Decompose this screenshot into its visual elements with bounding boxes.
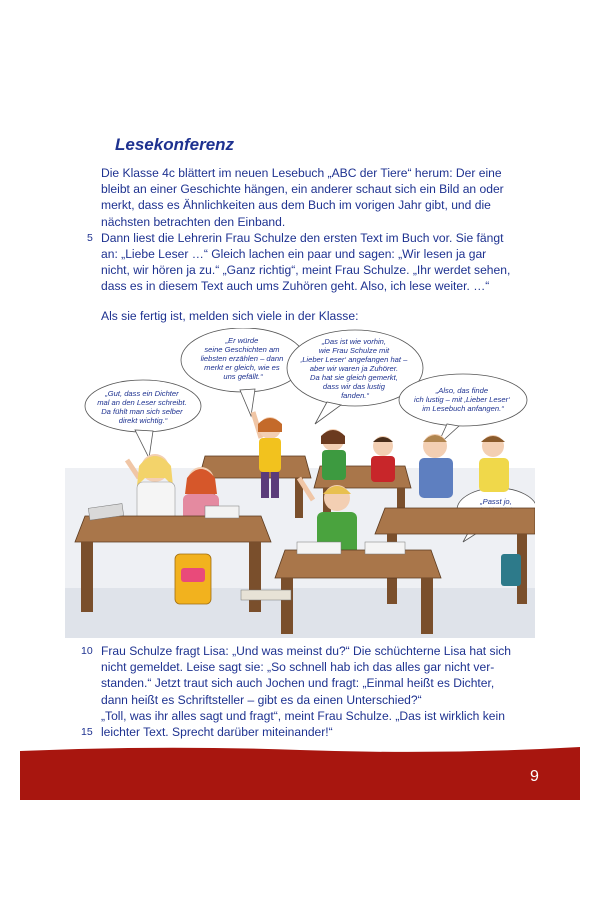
floor-shadow [65, 588, 535, 638]
text-line: Als sie fertig ist, melden sich viele in der Klasse: [101, 309, 359, 323]
line-number: 15 [81, 726, 93, 739]
svg-text:„Gut, dass ein Dichter m: „Gut, dass ein Dichter mal an den Leser schreibt. Da fühlt man sich selber direkt wichtig.“ [97, 389, 187, 425]
text-line: bleibt an einer Geschichte hängen, ein anderer schaut sich ein Bild an oder [101, 182, 504, 197]
svg-text:„Das ist wie vorhin, wie: „Das ist wie vorhin, wie Frau Schulze mit ‚Lieber Leser‘ angefangen hat – aber wir waren ja Zuhörer. Da hat sie gleich gemerkt, dass wir das lustig fanden.“ [300, 337, 408, 400]
svg-text:„Also, das finde ich lus: „Also, das finde ich lustig – mit ‚Lieber Leser‘ im Lesebuch anfangen.“ [414, 386, 510, 413]
child-yellow-shirt [479, 435, 509, 492]
text-line: „Toll, was ihr alles sagt und fragt“, meint Frau Schulze. „Das ist wirklich kein [101, 708, 505, 723]
svg-text:„Passt jo, sind ja viele: „Passt jo, [480, 497, 512, 506]
speech-bubble-1 [85, 380, 201, 458]
text-line: nicht gemeldet. Leise sagt sie: „So schnell hab ich das alles gar nicht ver- [101, 660, 495, 675]
text-line: nächsten betrachten den Einband. [101, 214, 286, 229]
school-bag [175, 554, 211, 604]
line-number: 5 [87, 231, 93, 244]
text-line: standen.“ Jetzt traut sich auch Jochen und fragt: „Einmal heißt es Dichter, [101, 676, 495, 691]
text-line: merkt, dass es Ähnlichkeiten aus dem Buch im vorigen Jahr gibt, und die [101, 198, 491, 213]
line-number: 10 [81, 645, 93, 657]
text-line: 10 Frau Schulze fragt Lisa: „Und was meinst du?“ Die schüchterne Lisa hat sich [81, 644, 512, 658]
page-number: 9 [530, 768, 539, 785]
intro-paragraph [87, 165, 511, 295]
classroom-illustration [65, 328, 535, 638]
speech-bubble-3 [287, 330, 423, 424]
page-title: Lesekonferenz [115, 135, 235, 154]
child-red-shirt [371, 436, 395, 482]
text-line: nicht, wir hören ja zu.“ „Ganz richtig“, meint Frau Schulze. „Ihr werdet sehen, [101, 263, 511, 278]
svg-text:„Er würde seine Geschich: „Er würde seine Geschichten am liebsten erzählen – dann merkt er gleich, wie es uns gefällt.“ [200, 336, 284, 381]
child-blue-jacket [419, 434, 453, 498]
text-line: Die Klasse 4c blättert im neuen Lesebuch „ABC der Tiere“ herum: Der eine [101, 166, 502, 180]
text-line: 15 leichter Text. Sprecht darüber miteinander!“ [81, 725, 333, 740]
text-line: an: „Liebe Leser …“ Gleich lachen ein paar und sagen: „Wir lesen ja gar [101, 247, 487, 262]
speech-bubble-4 [399, 374, 527, 446]
closing-paragraph [81, 643, 512, 740]
text-line: dass es in diesem Text auch ums Zuhören geht. Also, ich lese weiter. …“ [101, 279, 490, 294]
second-paragraph [101, 308, 511, 324]
text-line: dann heißt es Schriftsteller – gibt es da einen Unterschied?“ [101, 692, 422, 707]
text-line: 5 Dann liest die Lehrerin Frau Schulze den ersten Text im Buch vor. Sie fängt [87, 230, 504, 245]
child-green-shirt [321, 429, 346, 480]
footer-band [20, 745, 580, 800]
